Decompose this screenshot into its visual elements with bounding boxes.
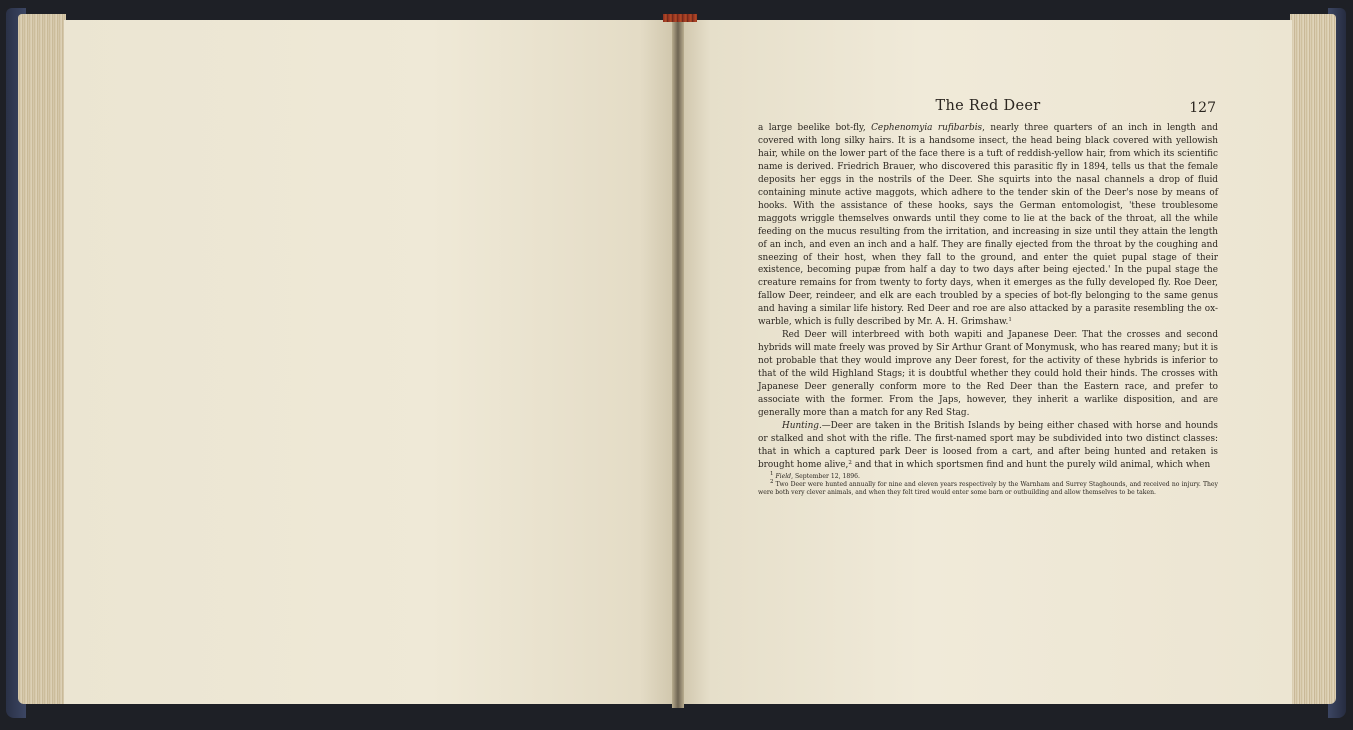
footnote-mark: 1	[1008, 317, 1012, 324]
footnote: $^1$ Field, September 12, 1896.	[770, 470, 860, 480]
page-number: 127	[1189, 100, 1216, 116]
page-edges-left	[18, 14, 66, 704]
running-head-title: The Red Deer	[935, 98, 1041, 114]
paragraph: a large beelike bot-fly, Cephenomyia rufibarbis, nearly three quarters of an inch in length and covered with long silky hairs. It is a handsome insect, the head being black covered with yellowish hair, while on the lower part of the face there is a tuft of reddish-yellow hair, from which its scientific name is derived. Friedrich Brauer, who discovered this parasitic fly in 1894, tells us that the female deposits her eggs in the nostrils of the Deer. She squirts into the nasal channels a drop of fluid containing minute active maggots, which adhere to the tender skin of the Deer's nose by means of hooks. With the assistance of these hooks, says the German entomologist, 'these troublesome maggots wriggle themselves onwards until they come to lie at the back of the throat, all the while feeding on the mucus resulting from the irritation, and increasing in size until they attain the length of an inch, and even an inch and a half. They are finally ejected from the throat by the coughing and sneezing of their host, when they fall to the ground, and enter the quiet pupal stage of their existence, becoming pupæ from half a day to two days after being ejected.' In the pupal stage the creature remains for from twenty to forty days, when it emerges as the fully developed fly. Roe Deer, fallow Deer, reindeer, and elk are each troubled by a species of bot-fly belonging to the same genus and having a similar life history. Red Deer and roe are also attacked by a parasite resembling the ox-warble, which is fully described by Mr. A. H. Grimshaw.$^1$	[758, 123, 1218, 328]
book-gutter	[672, 16, 684, 708]
page-text	[758, 98, 1218, 498]
bookmark-ribbon	[663, 14, 697, 22]
page-edges-right	[1290, 14, 1336, 704]
footnote-mark: 2	[848, 459, 852, 466]
paragraph: Red Deer will interbreed with both wapiti and Japanese Deer. That the crosses and second hybrids will mate freely was proved by Sir Arthur Grant of Monymusk, who has reared many; but it is not probable that they would improve any Deer forest, for the activity of these hybrids is inferior to that of the wild Highland Stags; it is doubtful whether they could hold their hinds. The crosses with Japanese Deer generally conform more to the Red Deer than the Eastern race, and prefer to associate with the former. From the Japs, however, they inherit a warlike disposition, and are generally more than a match for any Red Stag.	[758, 330, 1218, 418]
footnotes	[758, 470, 1218, 498]
blank-left-page	[64, 20, 676, 704]
footnote: $^2$ Two Deer were hunted annually for nine and eleven years respectively by the Warnham and Surrey Staghounds, and received no injury. They were both very clever animals, and when they felt tired would enter some barn or outbuilding and allow themselves to be taken.	[758, 479, 1218, 497]
paragraph: Hunting.—Deer are taken in the British Islands by being either chased with horse and hounds or stalked and shot with the rifle. The first-named sport may be subdivided into two distinct classes: that in which a captured park Deer is loosed from a cart, and after being hunted and retaken is brought home alive,$^2$ and that in which sportsmen find and hunt the purely wild animal, which when	[758, 420, 1218, 470]
running-head	[758, 98, 1218, 116]
